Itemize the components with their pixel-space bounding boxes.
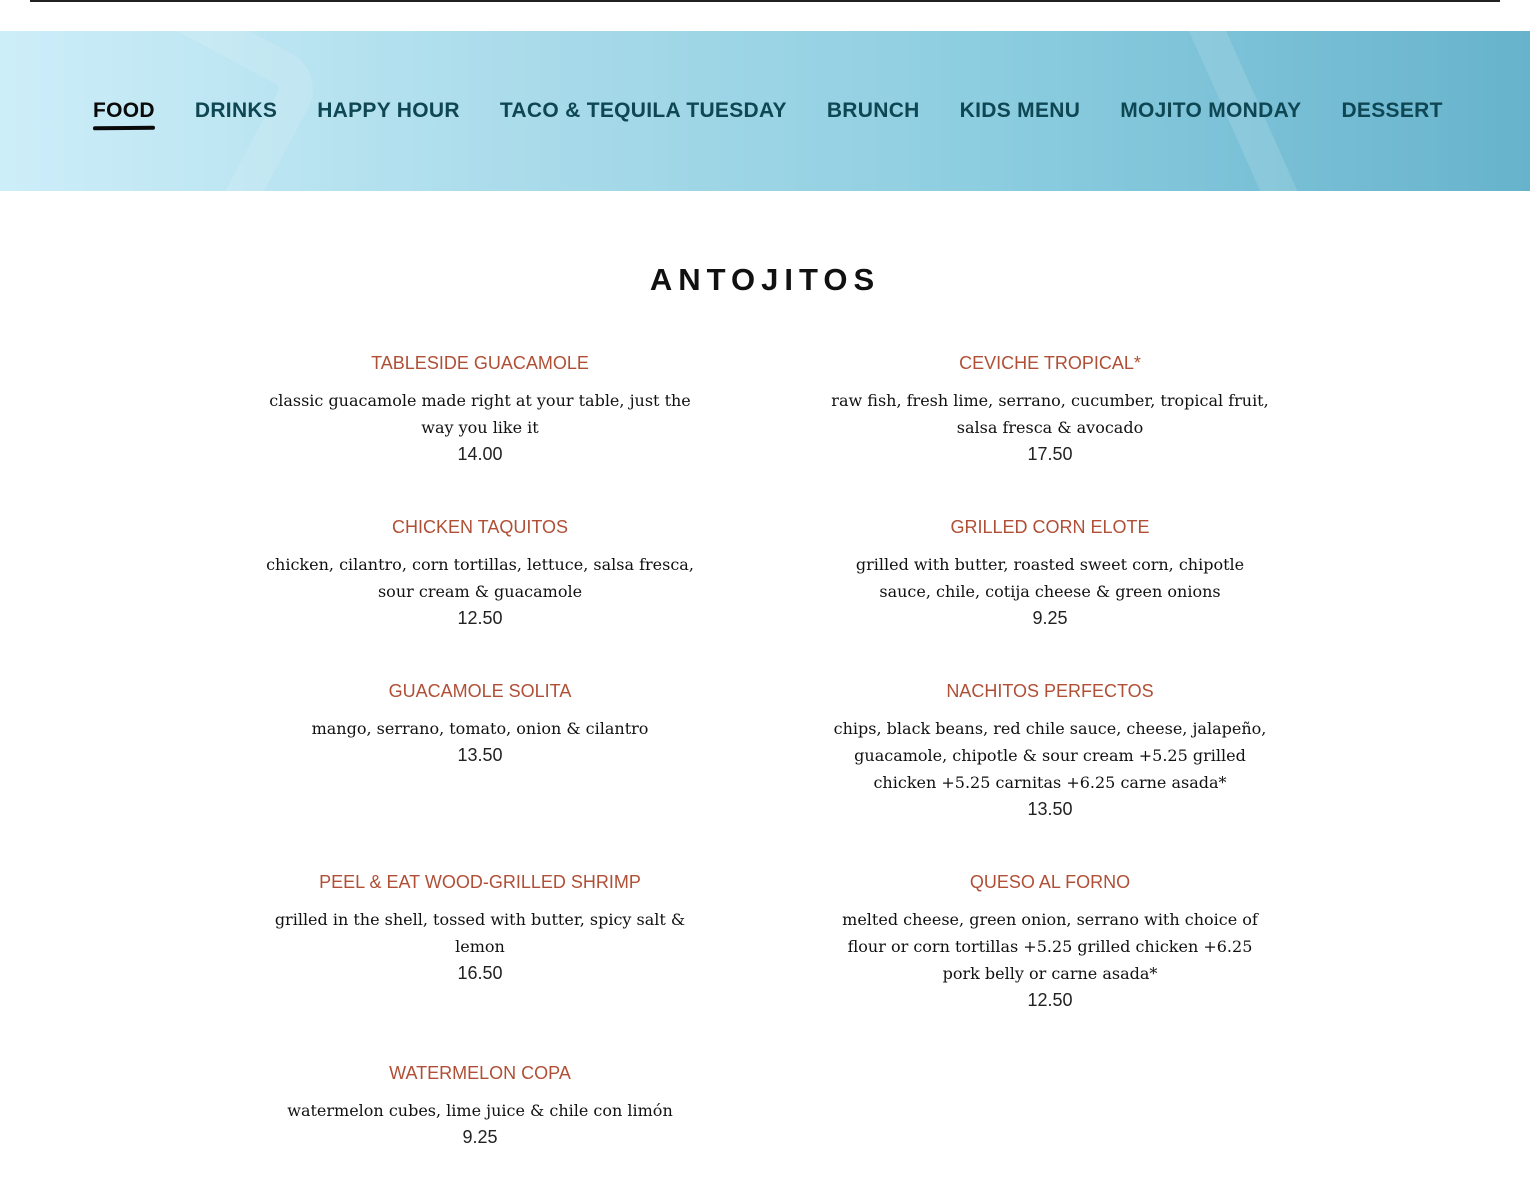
menu-category-nav bbox=[93, 98, 1443, 124]
nav-tab-food[interactable] bbox=[93, 98, 155, 124]
menu-item-peel-eat-shrimp bbox=[260, 871, 700, 987]
menu-item-name: PEEL & EAT WOOD-GRILLED SHRIMP bbox=[319, 872, 641, 892]
menu-item-description: classic guacamole made right at your table, just the way you like it bbox=[269, 391, 691, 437]
nav-tab-label: DRINKS bbox=[194, 99, 278, 122]
menu-item-price: 16.50 bbox=[457, 963, 503, 983]
top-divider bbox=[30, 0, 1500, 2]
menu-item-description: chicken, cilantro, corn tortillas, lettuce, salsa fresca, sour cream & guacamole bbox=[266, 555, 694, 601]
menu-item-price: 13.50 bbox=[457, 745, 503, 765]
menu-item-ceviche-tropical bbox=[830, 352, 1270, 468]
menu-item-description: grilled with butter, roasted sweet corn, chipotle sauce, chile, cotija cheese & green onions bbox=[855, 555, 1245, 601]
menu-item-nachitos-perfectos bbox=[830, 680, 1270, 823]
menu-item-price: 9.25 bbox=[462, 1127, 498, 1147]
menu-item-description: watermelon cubes, lime juice & chile con limón bbox=[287, 1101, 673, 1120]
menu-item-guacamole-solita bbox=[260, 680, 700, 769]
menu-item-description: mango, serrano, tomato, onion & cilantro bbox=[311, 719, 649, 738]
menu-item-description: grilled in the shell, tossed with butter, spicy salt & lemon bbox=[274, 910, 686, 956]
menu-nav-band bbox=[0, 31, 1530, 191]
nav-tab-mojito-monday[interactable] bbox=[1120, 98, 1301, 124]
menu-item-price: 12.50 bbox=[1027, 990, 1073, 1010]
menu-item-queso-al-forno bbox=[830, 871, 1270, 1014]
menu-item-name: WATERMELON COPA bbox=[389, 1063, 571, 1083]
nav-tab-label: TACO & TEQUILA TUESDAY bbox=[499, 99, 787, 122]
menu-item-watermelon-copa bbox=[260, 1062, 700, 1151]
menu-item-price: 17.50 bbox=[1027, 444, 1073, 464]
nav-tab-happy-hour[interactable] bbox=[317, 98, 460, 124]
menu-item-name: CEVICHE TROPICAL* bbox=[959, 353, 1141, 373]
nav-tab-brunch[interactable] bbox=[827, 98, 920, 124]
menu-item-name: NACHITOS PERFECTOS bbox=[946, 681, 1154, 701]
nav-tab-label: FOOD bbox=[93, 99, 155, 122]
menu-item-tableside-guacamole bbox=[260, 352, 700, 468]
active-tab-underline bbox=[93, 126, 155, 131]
nav-tab-label: KIDS MENU bbox=[959, 99, 1081, 122]
menu-item-description: chips, black beans, red chile sauce, cheese, jalapeño, guacamole, chipotle & sour cream +5.25 grilled chicken +5.25 carnitas +6.25 carne asada* bbox=[833, 719, 1267, 792]
menu-item-description: melted cheese, green onion, serrano with choice of flour or corn tortillas +5.25 grilled chicken +6.25 pork belly or carne asada* bbox=[842, 910, 1258, 983]
nav-tab-label: BRUNCH bbox=[826, 99, 920, 122]
nav-tab-kids-menu[interactable] bbox=[960, 98, 1081, 124]
menu-item-name: GRILLED CORN ELOTE bbox=[950, 517, 1150, 537]
menu-item-description: raw fish, fresh lime, serrano, cucumber, tropical fruit, salsa fresca & avocado bbox=[831, 391, 1269, 437]
nav-tab-taco-tequila-tuesday[interactable] bbox=[500, 98, 787, 124]
menu-item-name: QUESO AL FORNO bbox=[969, 872, 1131, 892]
menu-item-price: 13.50 bbox=[1027, 799, 1073, 819]
menu-item-name: CHICKEN TAQUITOS bbox=[391, 517, 569, 537]
menu-item-name: TABLESIDE GUACAMOLE bbox=[371, 353, 589, 373]
nav-tab-drinks[interactable] bbox=[195, 98, 277, 124]
menu-item-chicken-taquitos bbox=[260, 516, 700, 632]
menu-item-grilled-corn-elote bbox=[830, 516, 1270, 632]
menu-item-price: 12.50 bbox=[457, 608, 503, 628]
nav-tab-label: MOJITO MONDAY bbox=[1120, 99, 1302, 122]
menu-item-price: 14.00 bbox=[457, 444, 503, 464]
section-title: ANTOJITOS bbox=[649, 262, 881, 297]
menu-item-name: GUACAMOLE SOLITA bbox=[388, 681, 572, 701]
menu-item-price: 9.25 bbox=[1032, 608, 1068, 628]
nav-tab-dessert[interactable] bbox=[1341, 98, 1442, 124]
nav-tab-label: DESSERT bbox=[1341, 99, 1443, 122]
nav-tab-label: HAPPY HOUR bbox=[317, 99, 460, 122]
